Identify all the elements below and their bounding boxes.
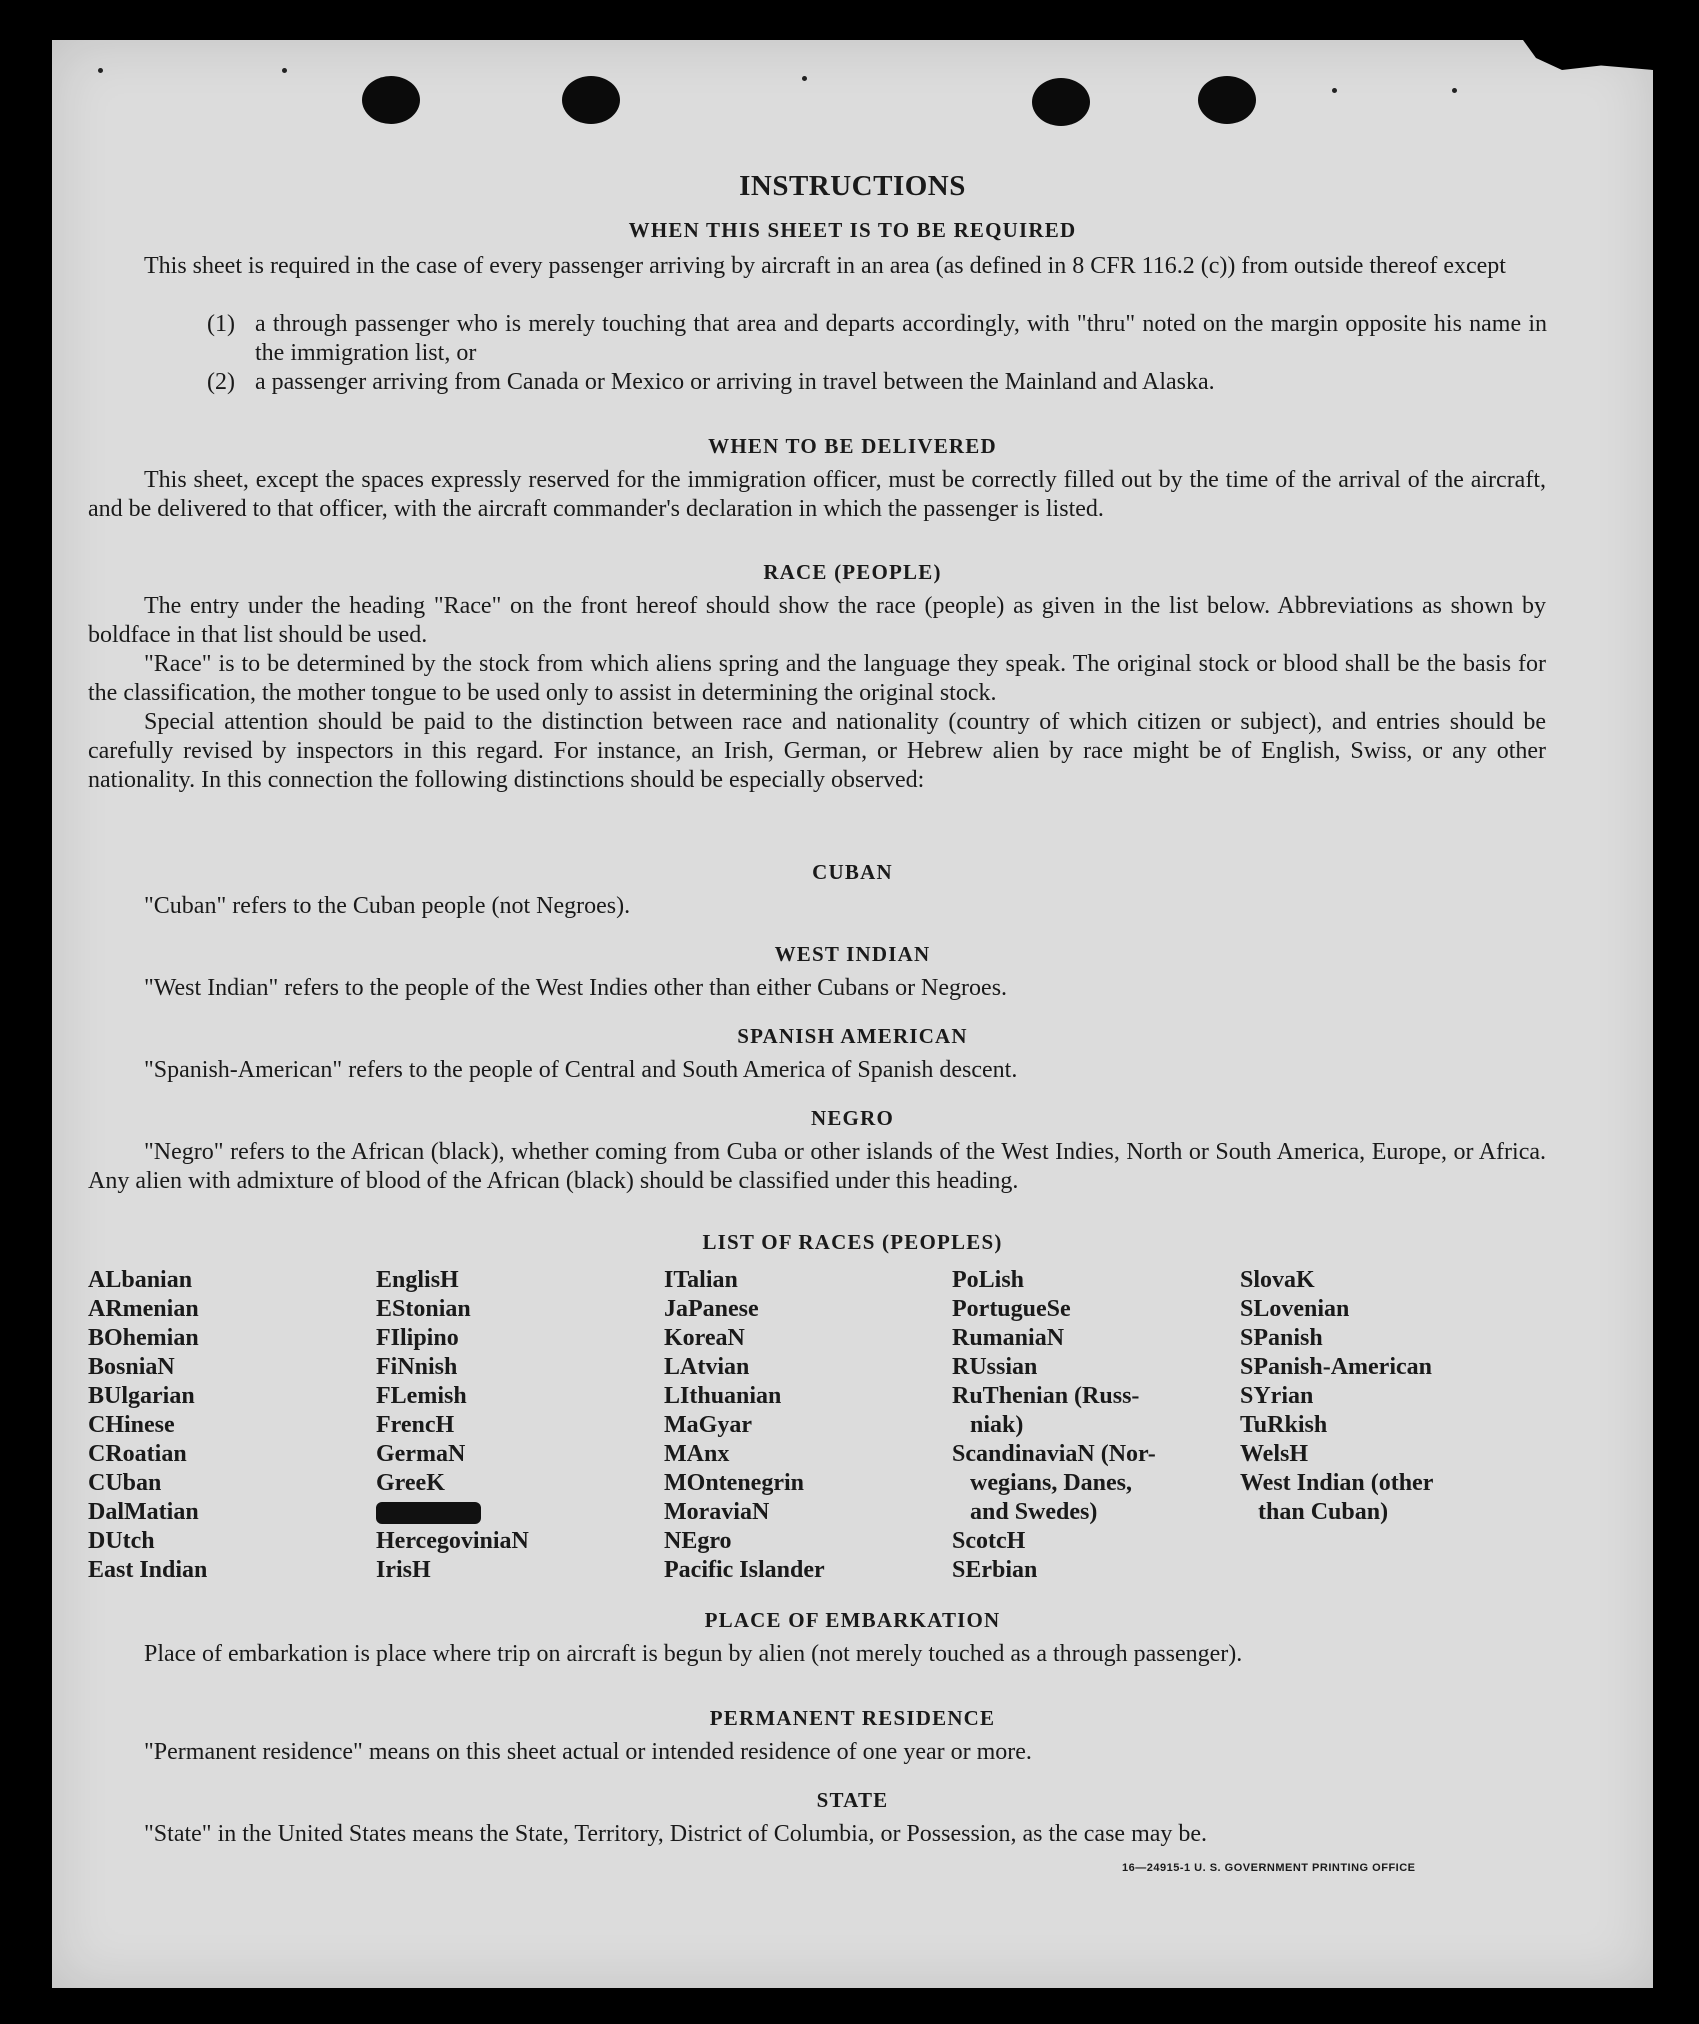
text-spanish-american: "Spanish-American" refers to the people of Central and South America of Spanish descent. — [144, 1057, 1018, 1083]
race-item: CUban — [88, 1470, 162, 1496]
race-item: FLemish — [376, 1383, 467, 1409]
redaction-mark — [376, 1502, 481, 1524]
heading-state: STATE — [816, 1788, 889, 1812]
punch-hole — [562, 76, 620, 124]
paragraph-state: "State" in the United States means the State, Territory, District of Columbia, or Possession, as the case may be. — [144, 1821, 1208, 1847]
exception-item-1: (1) a through passenger who is merely touching that area and departs accordingly, with "thru" noted on the margin opposite his name in the immigration list, or — [207, 311, 1547, 366]
race-item: ScandinaviaN (Nor- — [952, 1441, 1156, 1467]
printing-office-footer: 16—24915-1 U. S. GOVERNMENT PRINTING OFFICE — [1122, 1862, 1416, 1874]
speck — [802, 76, 807, 81]
race-item: JaPanese — [664, 1296, 759, 1322]
punch-hole — [1032, 78, 1090, 126]
race-column-3 — [664, 1266, 825, 1585]
speck — [1452, 88, 1457, 93]
race-item: GermaN — [376, 1441, 466, 1467]
race-column-1 — [88, 1266, 207, 1585]
text-cuban: "Cuban" refers to the Cuban people (not Negroes). — [144, 893, 631, 919]
race-item: RuThenian (Russ- — [952, 1383, 1140, 1409]
race-item: KoreaN — [664, 1325, 745, 1351]
race-item: ScotcH — [952, 1528, 1026, 1554]
race-item: FiNnish — [376, 1354, 458, 1380]
text-permanent-residence: "Permanent residence" means on this sheet actual or intended residence of one year or more. — [144, 1739, 1032, 1765]
race-item: TuRkish — [1240, 1412, 1328, 1438]
race-item: West Indian (other — [1240, 1470, 1434, 1496]
race-item: MoraviaN — [664, 1499, 770, 1525]
race-item: CRoatian — [88, 1441, 187, 1467]
document-sheet — [52, 40, 1653, 1988]
heading-permanent-residence: PERMANENT RESIDENCE — [709, 1706, 996, 1730]
heading-cuban: CUBAN — [812, 860, 893, 884]
race-item: WelsH — [1240, 1441, 1309, 1467]
race-item: than Cuban) — [1240, 1499, 1389, 1525]
exception-item-2: (2) a passenger arriving from Canada or Mexico or arriving in travel between the Mainland and Alaska. — [207, 369, 1215, 395]
race-item: DalMatian — [88, 1499, 199, 1525]
text-west-indian: "West Indian" refers to the people of the West Indies other than either Cubans or Negroes. — [144, 975, 1008, 1001]
paragraph-when-delivered: This sheet, except the spaces expressly reserved for the immigration officer, must be correctly filled out by the time of the arrival of the aircraft, and be delivered to that officer, with the aircraft commander's declaration in which the passenger is listed. — [88, 467, 1546, 522]
race-item: wegians, Danes, — [952, 1470, 1133, 1496]
race-item: LIthuanian — [664, 1383, 782, 1409]
speck — [1332, 88, 1337, 93]
race-item: FIlipino — [376, 1325, 459, 1351]
heading-when-delivered: WHEN TO BE DELIVERED — [708, 434, 997, 458]
race-item: SLovenian — [1240, 1296, 1350, 1322]
heading-spanish-american: SPANISH AMERICAN — [737, 1024, 968, 1048]
heading-when-required: WHEN THIS SHEET IS TO BE REQUIRED — [628, 218, 1077, 242]
torn-corner — [1523, 40, 1653, 70]
paragraph-when-required: This sheet is required in the case of every passenger arriving by aircraft in an area (as defined in 8 CFR 116.2 (c)) from outside thereof except — [144, 253, 1506, 279]
race-item: SPanish-American — [1240, 1354, 1432, 1380]
race-item: East Indian — [88, 1557, 208, 1583]
race-item: MaGyar — [664, 1412, 752, 1438]
race-column-5 — [1240, 1266, 1433, 1527]
race-item: DUtch — [88, 1528, 155, 1554]
race-item: SlovaK — [1240, 1267, 1315, 1293]
page-title: INSTRUCTIONS — [739, 170, 966, 202]
redacted-entry — [376, 1498, 529, 1527]
punch-hole — [1198, 76, 1256, 124]
heading-race: RACE (PEOPLE) — [763, 560, 942, 584]
race-item: NEgro — [664, 1528, 732, 1554]
race-item: ITalian — [664, 1267, 738, 1293]
speck — [98, 68, 103, 73]
race-item: SErbian — [952, 1557, 1038, 1583]
race-item: BUlgarian — [88, 1383, 195, 1409]
race-item: and Swedes) — [952, 1499, 1098, 1525]
race-item: niak) — [952, 1412, 1024, 1438]
punch-hole — [362, 76, 420, 124]
paragraph-negro: "Negro" refers to the African (black), whether coming from Cuba or other islands of the West Indies, North or South America, Europe, or Africa. Any alien with admixture of blood of the African (black) should be classified under this heading. — [88, 1139, 1546, 1194]
race-item: EnglisH — [376, 1267, 459, 1293]
race-column-2 — [376, 1266, 529, 1585]
race-item: HercegoviniaN — [376, 1528, 529, 1554]
race-item: FrencH — [376, 1412, 455, 1438]
race-item: CHinese — [88, 1412, 175, 1438]
paragraph-race: The entry under the heading "Race" on the front hereof should show the race (people) as given in the list below. Abbreviations as shown by boldface in that list should be used. "Race" is to be determined by the stock from which aliens spring and the language they speak. The original stock or blood shall be the basis for the classification, the mother tongue to be used only to assist in determining the original stock. Special attention should be paid to the distinction between race and nationality (country of which citizen or subject), and entries should be carefully revised by inspectors in this regard. For instance, an Irish, German, or Hebrew alien by race might be of English, Swiss, or any other nationality. In this connection the following distinctions should be especially observed: — [88, 593, 1546, 793]
heading-place-of-embarkation: PLACE OF EMBARKATION — [704, 1608, 1001, 1632]
race-item: ALbanian — [88, 1267, 193, 1293]
race-item: PortugueSe — [952, 1296, 1071, 1322]
race-item: LAtvian — [664, 1354, 750, 1380]
paragraph-embarkation: Place of embarkation is place where trip on aircraft is begun by alien (not merely touched as a through passenger). — [144, 1641, 1243, 1667]
race-item: BosniaN — [88, 1354, 175, 1380]
race-item: MAnx — [664, 1441, 730, 1467]
race-item: EStonian — [376, 1296, 471, 1322]
race-item: RUssian — [952, 1354, 1038, 1380]
race-column-4 — [952, 1266, 1156, 1585]
heading-west-indian: WEST INDIAN — [774, 942, 931, 966]
race-item: Pacific Islander — [664, 1557, 825, 1583]
race-item: SPanish — [1240, 1325, 1323, 1351]
heading-negro: NEGRO — [810, 1106, 894, 1130]
heading-list-of-races: LIST OF RACES (PEOPLES) — [702, 1230, 1003, 1254]
race-item: PoLish — [952, 1267, 1025, 1293]
race-item: ARmenian — [88, 1296, 199, 1322]
race-item: RumaniaN — [952, 1325, 1065, 1351]
race-item: MOntenegrin — [664, 1470, 804, 1496]
race-item: IrisH — [376, 1557, 431, 1583]
race-item: SYrian — [1240, 1383, 1314, 1409]
race-item: BOhemian — [88, 1325, 199, 1351]
race-item: GreeK — [376, 1470, 445, 1496]
speck — [282, 68, 287, 73]
